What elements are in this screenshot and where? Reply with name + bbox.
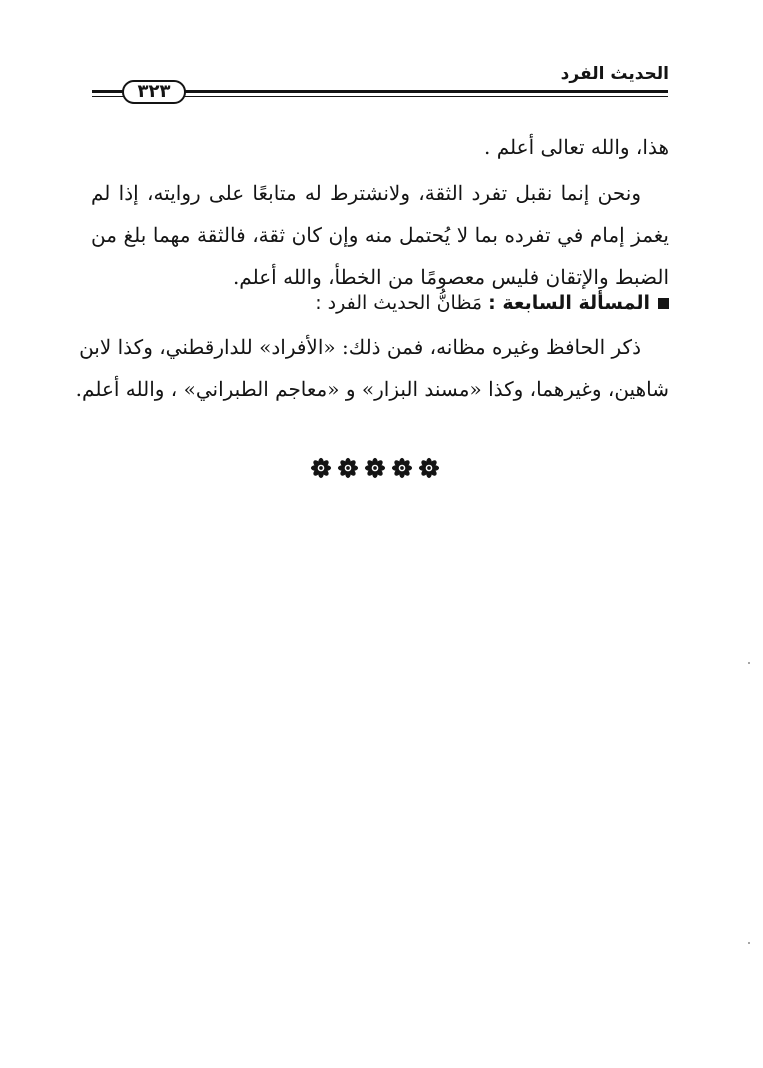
opening-line: هذا، والله تعالى أعلم . <box>484 135 669 159</box>
paragraph-2-line-2: شاهين، وغيرهما، وكذا «مسند البزار» و «معاجم الطبراني» ، والله أعلم. <box>75 377 669 401</box>
section-heading-title: مَظانُّ الحديث الفرد : <box>315 292 483 314</box>
scan-speck <box>748 662 750 664</box>
eight-petal-rosette-icon <box>337 457 359 479</box>
section-heading <box>91 282 669 324</box>
page-number: ٣٢٣ <box>122 80 186 104</box>
eight-petal-rosette-icon <box>391 457 413 479</box>
paragraph-2-line-1: ذكر الحافظ وغيره مظانه، فمن ذلك: «الأفراد» للدارقطني، وكذا لابن <box>79 335 641 359</box>
square-bullet-icon <box>658 298 669 309</box>
section-heading-line <box>91 282 669 324</box>
running-title: الحديث الفرد <box>560 64 669 84</box>
paragraph-2 <box>75 326 669 410</box>
section-heading-label: المسألة السابعة : <box>488 292 650 314</box>
scan-speck <box>748 942 750 944</box>
eight-petal-rosette-icon <box>364 457 386 479</box>
paragraph-1 <box>91 172 669 298</box>
paragraph-1-line-2: يغمز إمام في تفرده بما لا يُحتمل منه وإن كان ثقة، فالثقة مهما بلغ من <box>91 223 669 247</box>
paragraph-1-line-1: ونحن إنما نقبل تفرد الثقة، ولانشترط له متابعًا على روايته، إذا لم <box>91 181 641 205</box>
opening-line-block <box>91 126 669 168</box>
paragraph-1-line-3: الضبط والإتقان فليس معصومًا من الخطأ، والله أعلم. <box>232 265 669 289</box>
eight-petal-rosette-icon <box>310 457 332 479</box>
ornament-row <box>310 456 440 480</box>
eight-petal-rosette-icon <box>418 457 440 479</box>
